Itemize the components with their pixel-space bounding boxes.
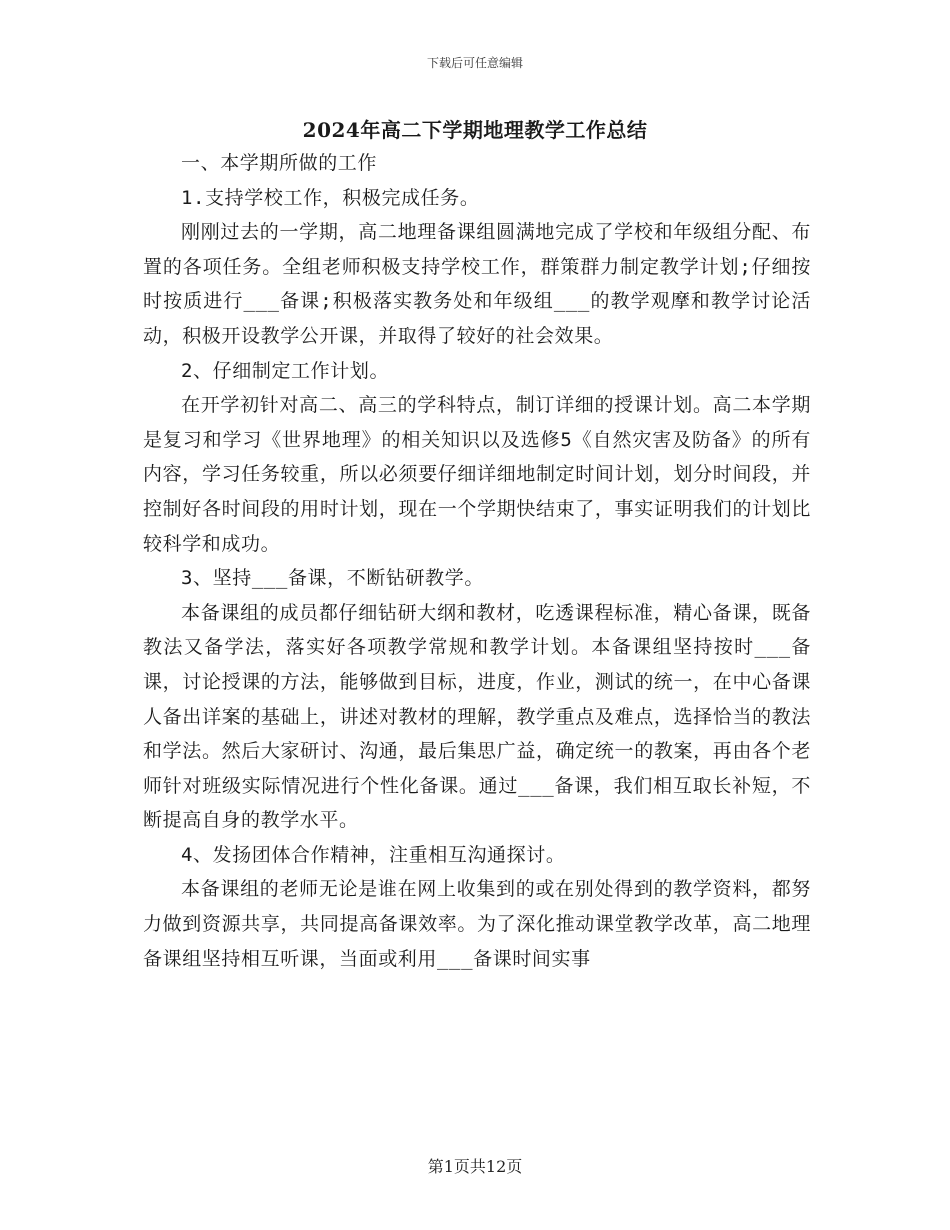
body-paragraph: 本备课组的成员都仔细钻研大纲和教材，吃透课程标准，精心备课，既备教法又备学法，落实好各项教学常规和教学计划。本备课组坚持按时___备课，讨论授课的方法，能够做到目标，进度，作业，测试的统一，在中心备课人备出详案的基础上，讲述对教材的理解，教学重点及难点，选择恰当的教法和学法。然后大家研讨、沟通，最后集思广益，确定统一的教案，再由各个老师针对班级实际情况进行个性化备课。通过___备课，我们相互取长补短，不断提高自身的教学水平。 (143, 601, 811, 832)
body-paragraph: 刚刚过去的一学期，高二地理备课组圆满地完成了学校和年级组分配、布置的各项任务。全组老师积极支持学校工作，群策群力制定教学计划;仔细按时按质进行___备课;积极落实教务处和年级组___的教学观摩和教学讨论活动，积极开设教学公开课，并取得了较好的社会效果。 (143, 221, 811, 347)
header-note: 下载后可任意编辑 (426, 56, 523, 70)
subsection-heading: 3、坚持___备课，不断钻研教学。 (181, 567, 484, 590)
subsection-heading: 2、仔细制定工作计划。 (181, 359, 390, 382)
page-number: 第1页共12页 (427, 1157, 523, 1176)
document-body (143, 146, 811, 976)
subsection-heading: 4、发扬团体合作精神，注重相互沟通探讨。 (181, 843, 566, 866)
body-paragraph: 本备课组的老师无论是谁在网上收集到的或在别处得到的教学资料，都努力做到资源共享，共同提高备课效率。为了深化推动课堂教学改革，高二地理备课组坚持相互听课，当面或利用___备课时间实事 (143, 878, 811, 970)
body-paragraph: 在开学初针对高二、高三的学科特点，制订详细的授课计划。高二本学期是复习和学习《世界地理》的相关知识以及选修5《自然灾害及防备》的所有内容，学习任务较重，所以必须要仔细详细地制定时间计划，划分时间段，并控制好各时间段的用时计划，现在一个学期快结束了，事实证明我们的计划比较科学和成功。 (143, 394, 811, 555)
document-title: 2024年高二下学期地理教学工作总结 (302, 118, 648, 142)
subsection-heading: 1.支持学校工作，积极完成任务。 (181, 186, 480, 209)
section-heading: 一、本学期所做的工作 (181, 152, 378, 174)
